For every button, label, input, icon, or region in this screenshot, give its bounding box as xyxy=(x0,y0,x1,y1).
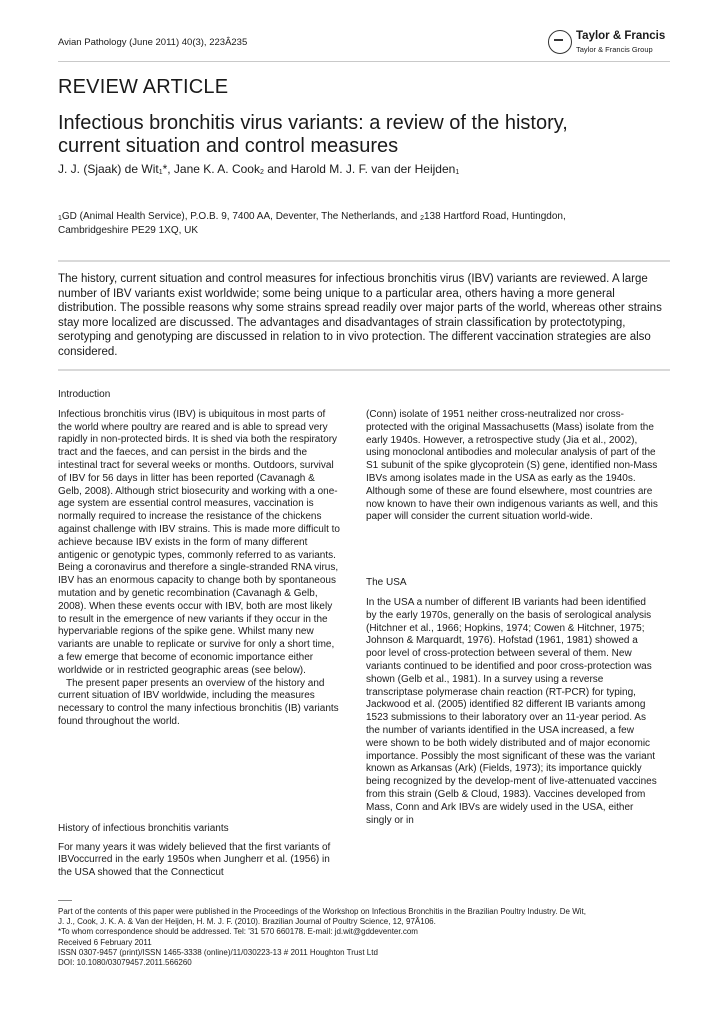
publisher-group: Taylor & Francis Group xyxy=(576,45,653,54)
footnotes xyxy=(58,907,678,968)
issn-line: ISSN 0307-9457 (print)/ISSN 1465-3338 (online)/11/030223-13 # 2011 Houghton Trust Ltd xyxy=(58,947,378,957)
footnote-line-1: Part of the contents of this paper were published in the Proceedings of the Workshop on Infectious Bronchitis in the Brazilian Poultry Industry. De Wit, xyxy=(58,907,586,916)
correspondence-note: *To whom correspondence should be addressed. Tel: '31 570 660178. E-mail: jd.wit@gddeventer.com xyxy=(58,927,418,937)
abstract: The history, current situation and control measures for infectious bronchitis virus (IBV) variants are reviewed. A large number of IBV variants exist worldwide; some being unique to a particular area, others having a more general distribution. The possible reasons why some strains spread readily over major parts of the world, whereas other strains stay more localized are discussed. The advantages and disadvantages of strain classification by protectotyping, serotyping and genotyping are discussed in relation to in vivo protection. The different vaccination strategies are also considered. xyxy=(58,273,662,358)
author-3: and Harold M. J. F. van der Heijden xyxy=(263,162,456,176)
column2-paragraph-1: (Conn) isolate of 1951 neither cross-neutralized nor cross-protected with the original Massachusetts (Mass) isolate from the early 1940s. However, a retrospective study (Jia et al., 2002), using monoclonal antibodies and molecular analysis of part of the S1 subunit of the spike glycoprotein (S) gene, identified non-Mass IBVs among isolates made in the USA as early as the 1940s. Although some of these are found elsewhere, most countries are now known to have their own indigenous variants as well, and this paper will consider the current situation world-wide. xyxy=(366,409,658,523)
taylor-francis-logo-icon xyxy=(548,30,572,54)
author-2: *, Jane K. A. Cook xyxy=(162,162,260,176)
affiliations xyxy=(58,211,628,237)
affil-2: 138 Hartford Road, Huntingdon, Cambridgeshire PE29 1XQ, UK xyxy=(58,211,566,236)
author-1-affil: 1 xyxy=(158,169,163,176)
publisher-logo xyxy=(548,28,688,58)
received-date: Received 6 February 2011 xyxy=(58,937,152,947)
body-column-right xyxy=(366,409,658,827)
abstract-bottom-divider xyxy=(58,369,670,371)
intro-paragraph-2: The present paper presents an overview of the history and current situation of IBV worldwide, including the measures necessary to control the many infectious bronchitis (IB) variants found throughout the world. xyxy=(58,677,339,727)
article-title xyxy=(58,112,658,158)
body-column-left xyxy=(58,389,340,880)
usa-paragraph-1: In the USA a number of different IB variants had been identified by the early 1970s, generally on the basis of serological analysis (Hitchner et al., 1966; Hopkins, 1974; Cowen & Hitchner, 1975; Johnson & Marquardt, 1976). Hofstad (1961, 1981) showed a poor level of cross-protection between several of them. New variants continued to be identified and poor cross-protection was shown (Gelb et al., 1981). In a survey using a reverse transcriptase polymerase chain reaction (RT-PCR) for typing, Jackwood et al. (2005) identified 82 different IB variants among 1523 submissions to their laboratory over an 11-year period. As the number of variants identified in the USA increased, a few were shown to be both widely distributed and of major economic importance. Possibly the most significant of these was the variant known as Arkansas (Ark) (Fields, 1973); its importance quickly being recognized by the develop-ment of live-attenuated vaccines from this strain (Gelb & Cloud, 1983). Vaccines developed from Mass, Conn and Ark IBVs are widely used in the USA, either singly or in xyxy=(366,596,657,826)
publisher-name: Taylor & Francis xyxy=(576,30,666,42)
abstract-top-divider xyxy=(58,260,670,262)
affil-marker-2: 2 xyxy=(420,215,424,222)
section-heading-usa: The USA xyxy=(366,577,407,589)
intro-paragraph-1: Infectious bronchitis virus (IBV) is ubiquitous in most parts of the world where poultry are reared and is able to spread very rapidly in non-protected birds. It is shed via both the respiratory tract and the faeces, and can persist in the birds and the intestinal tract for several weeks or months. Outdoors, survival of IBV for 56 days in litter has been reported (Cavanagh & Gelb, 2008). Although strict biosecurity and working with a one-age system are essential control measures, vaccination is normally required to increase the resistance of the chickens against challenge with IBV strains. This is made more difficult to achieve because IBV exists in the form of many different antigenic or genotypic types, commonly referred to as variants. Being a coronavirus and therefore a single-stranded RNA virus, IBV has an enormous capacity to change both by spontaneous mutation and by genetic recombination (Cavanagh & Gelb, 2008). When these events occur with IBV, both are most likely to result in the emergence of new variants if they occur in the hypervariable regions of the spike gene. Whilst many new variants are unable to replicate or survive for only a short time, a few emerge that become of economic importance either worldwide or in restricted geographic areas (see below). xyxy=(58,408,340,676)
section-heading-history: History of infectious bronchitis variants xyxy=(58,822,229,834)
doi-line: DOI: 10.1080/03079457.2011.566260 xyxy=(58,958,192,968)
footnote-line-2: J. J., Cook, J. K. A. & Van der Heijden, H. M. J. F. (2010). Brazilian Journal of Poultry Science, 12, 97Â106. xyxy=(58,917,436,927)
history-paragraph-1: For many years it was widely believed that the first variants of IBVoccurred in the early 1950s when Jungherr et al. (1956) in the USA showed that the Connecticut xyxy=(58,841,331,879)
author-3-affil: 1 xyxy=(455,169,460,176)
section-heading-introduction: Introduction xyxy=(58,389,111,400)
article-type: REVIEW ARTICLE xyxy=(58,76,229,98)
affil-marker-1: 1 xyxy=(58,215,62,222)
title-line-1: Infectious bronchitis virus variants: a review of the history, xyxy=(58,112,568,134)
author-1: J. J. (Sjaak) de Wit xyxy=(58,162,159,176)
affil-1: GD (Animal Health Service), P.O.B. 9, 7400 AA, Deventer, The Netherlands, and xyxy=(61,211,421,222)
title-line-2: current situation and control measures xyxy=(58,135,399,157)
author-2-affil: 2 xyxy=(259,169,264,176)
journal-reference: Avian Pathology (June 2011) 40(3), 223Â235 xyxy=(58,37,248,48)
author-list xyxy=(58,162,459,176)
footnote-divider xyxy=(58,900,72,901)
header-divider xyxy=(58,61,670,62)
